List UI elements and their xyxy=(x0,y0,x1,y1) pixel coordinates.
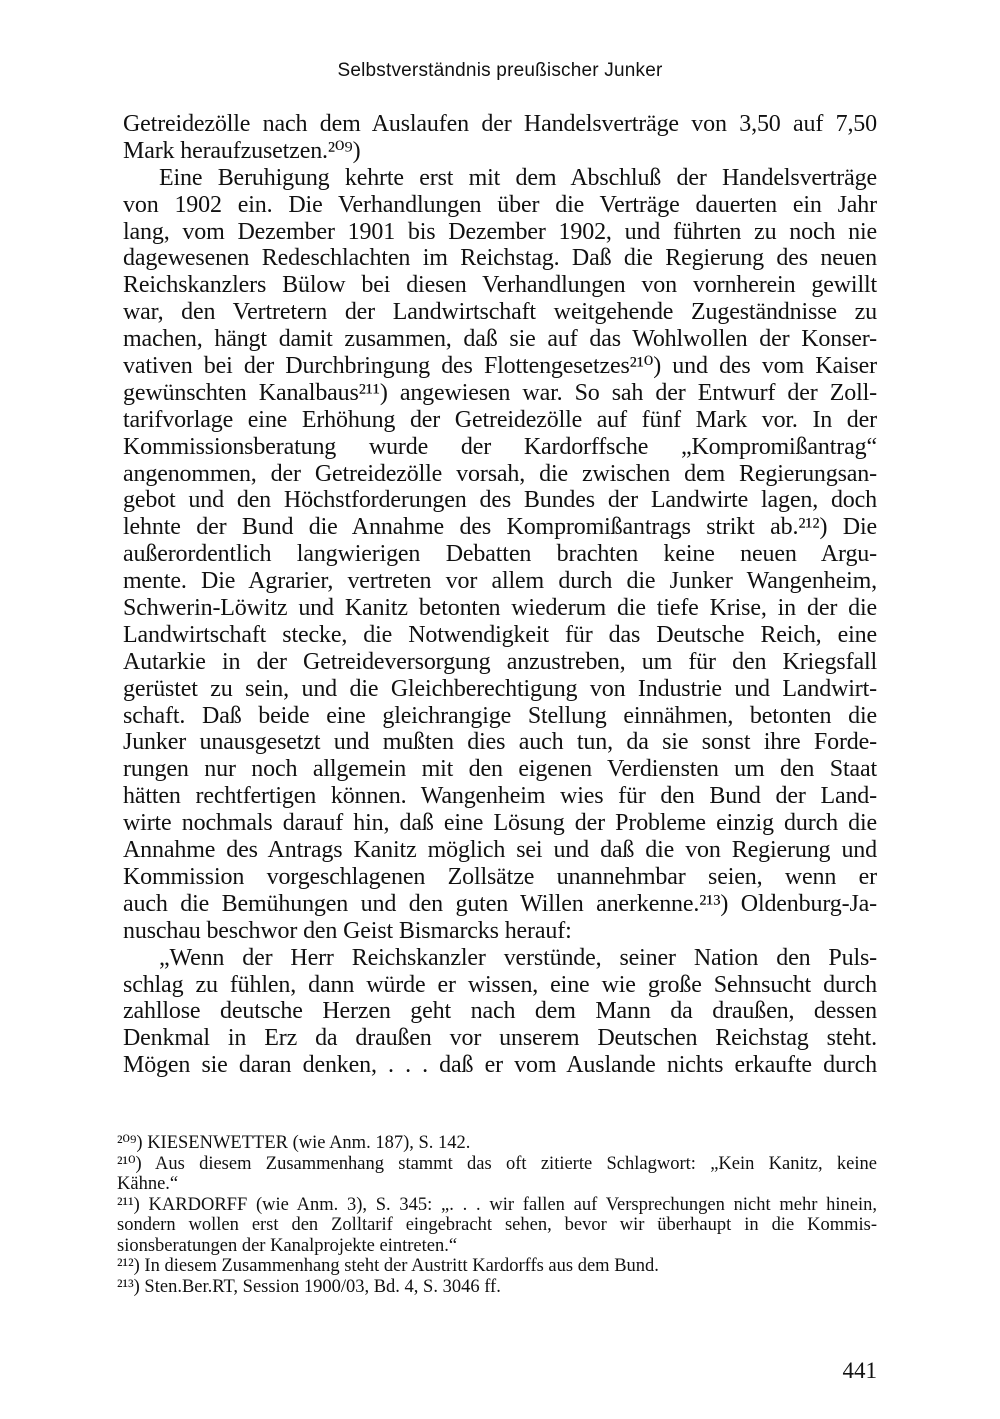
footnote-line: Kähne.“ xyxy=(117,1174,179,1194)
body-line: Mark heraufzusetzen.²⁰⁹) xyxy=(123,137,361,164)
footnote-line: ²¹¹) KARDORFF (wie Anm. 3), S. 345: „. . . wir fallen auf Versprechungen nicht mehr hinein, xyxy=(117,1194,877,1215)
body-line: zahllose deutsche Herzen geht nach dem Mann da draußen, dessen xyxy=(123,998,877,1025)
body-line: tarifvorlage eine Erhöhung der Getreidezölle auf fünf Mark vor. In der xyxy=(123,406,877,433)
body-line: Landwirtschaft stecke, die Notwendigkeit für das Deutsche Reich, eine xyxy=(123,621,877,648)
footnote-line: ²¹⁰) Aus diesem Zusammenhang stammt das oft zitierte Schlagwort: „Kein Kanitz, keine xyxy=(117,1153,877,1174)
body-line: wirte nochmals darauf hin, daß eine Lösung der Probleme einzig durch die xyxy=(123,810,877,837)
footnotes xyxy=(117,1133,877,1297)
body-line: Eine Beruhigung kehrte erst mit dem Abschluß der Handelsverträge xyxy=(159,164,877,191)
body-line: angenommen, der Getreidezölle vorsah, die zwischen dem Regierungsan- xyxy=(123,460,877,487)
body-line: „Wenn der Herr Reichskanzler verstünde, seiner Nation den Puls- xyxy=(159,944,877,971)
body-text xyxy=(123,111,877,1079)
running-head: Selbstverständnis preußischer Junker xyxy=(337,60,663,81)
body-line: Kommissionsberatung wurde der Kardorffsche „Kompromißantrag“ xyxy=(123,433,877,460)
body-line: mente. Die Agrarier, vertreten vor allem durch die Junker Wangenheim, xyxy=(123,568,877,595)
footnote-line: ²⁰⁹) KIESENWETTER (wie Anm. 187), S. 142. xyxy=(117,1133,471,1153)
footnote-line: sionsberatungen der Kanalprojekte eintreten.“ xyxy=(117,1235,458,1256)
body-line: rungen nur noch allgemein mit den eigenen Verdiensten um den Staat xyxy=(123,756,877,783)
footnote-line: ²¹²) In diesem Zusammenhang steht der Austritt Kardorffs aus dem Bund. xyxy=(117,1256,659,1276)
body-line: Junker unausgesetzt und mußten dies auch tun, da sie sonst ihre Forde- xyxy=(123,729,877,756)
body-line: Schwerin-Löwitz und Kanitz betonten wiederum die tiefe Krise, in der die xyxy=(123,595,877,622)
body-line: gerüstet zu sein, und die Gleichberechtigung von Industrie und Landwirt- xyxy=(123,675,877,702)
body-line: schaft. Daß beide eine gleichrangige Stellung einnähmen, betonten die xyxy=(123,702,877,729)
body-line: machen, hängt damit zusammen, daß sie auf das Wohlwollen der Konser- xyxy=(123,326,877,353)
body-line: Getreidezölle nach dem Auslaufen der Handelsverträge von 3,50 auf 7,50 xyxy=(123,111,877,137)
body-line: außerordentlich langwierigen Debatten brachten keine neuen Argu- xyxy=(123,541,877,568)
body-line: war, den Vertretern der Landwirtschaft weitgehende Zugeständnisse zu xyxy=(123,299,877,326)
body-line: gebot und den Höchstforderungen des Bundes der Landwirte lagen, doch xyxy=(123,487,877,514)
body-line: Mögen sie daran denken, . . . daß er vom Auslande nichts erkaufte durch xyxy=(123,1052,877,1079)
body-line: von 1902 ein. Die Verhandlungen über die Verträge dauerten ein Jahr xyxy=(123,191,877,218)
footnote-line: sondern wollen erst den Zolltarif eingebracht sehen, bevor wir überhaupt in die Kommis- xyxy=(117,1215,877,1235)
body-line: Denkmal in Erz da draußen vor unserem Deutschen Reichstag steht. xyxy=(123,1025,877,1052)
page-number: 441 xyxy=(842,1358,877,1383)
body-line: dagewesenen Redeschlachten im Reichstag. Daß die Regierung des neuen xyxy=(123,245,877,272)
body-line: gewünschten Kanalbaus²¹¹) angewiesen war. So sah der Entwurf der Zoll- xyxy=(123,379,877,406)
body-line: lehnte der Bund die Annahme des Kompromißantrags strikt ab.²¹²) Die xyxy=(123,514,877,541)
body-line: nuschau beschwor den Geist Bismarcks herauf: xyxy=(123,917,572,944)
body-line: vativen bei der Durchbringung des Flottengesetzes²¹⁰) und des vom Kaiser xyxy=(123,353,877,380)
body-line: auch die Bemühungen und den guten Willen anerkenne.²¹³) Oldenburg-Ja- xyxy=(123,890,877,917)
body-line: hätten rechtfertigen können. Wangenheim wies für den Bund der Land- xyxy=(123,783,877,810)
footnote-line: ²¹³) Sten.Ber.RT, Session 1900/03, Bd. 4, S. 3046 ff. xyxy=(117,1276,501,1297)
body-line: lang, vom Dezember 1901 bis Dezember 1902, und führten zu noch nie xyxy=(123,218,877,245)
body-line: Reichskanzlers Bülow bei diesen Verhandlungen von vornherein gewillt xyxy=(123,272,877,299)
body-line: schlag zu fühlen, dann würde er wissen, eine wie große Sehnsucht durch xyxy=(123,971,877,998)
body-line: Annahme des Antrags Kanitz möglich sei und daß die von Regierung und xyxy=(123,837,877,864)
body-line: Kommission vorgeschlagenen Zollsätze unannehmbar seien, wenn er xyxy=(123,863,877,890)
body-line: Autarkie in der Getreideversorgung anzustreben, um für den Kriegsfall xyxy=(123,648,877,675)
